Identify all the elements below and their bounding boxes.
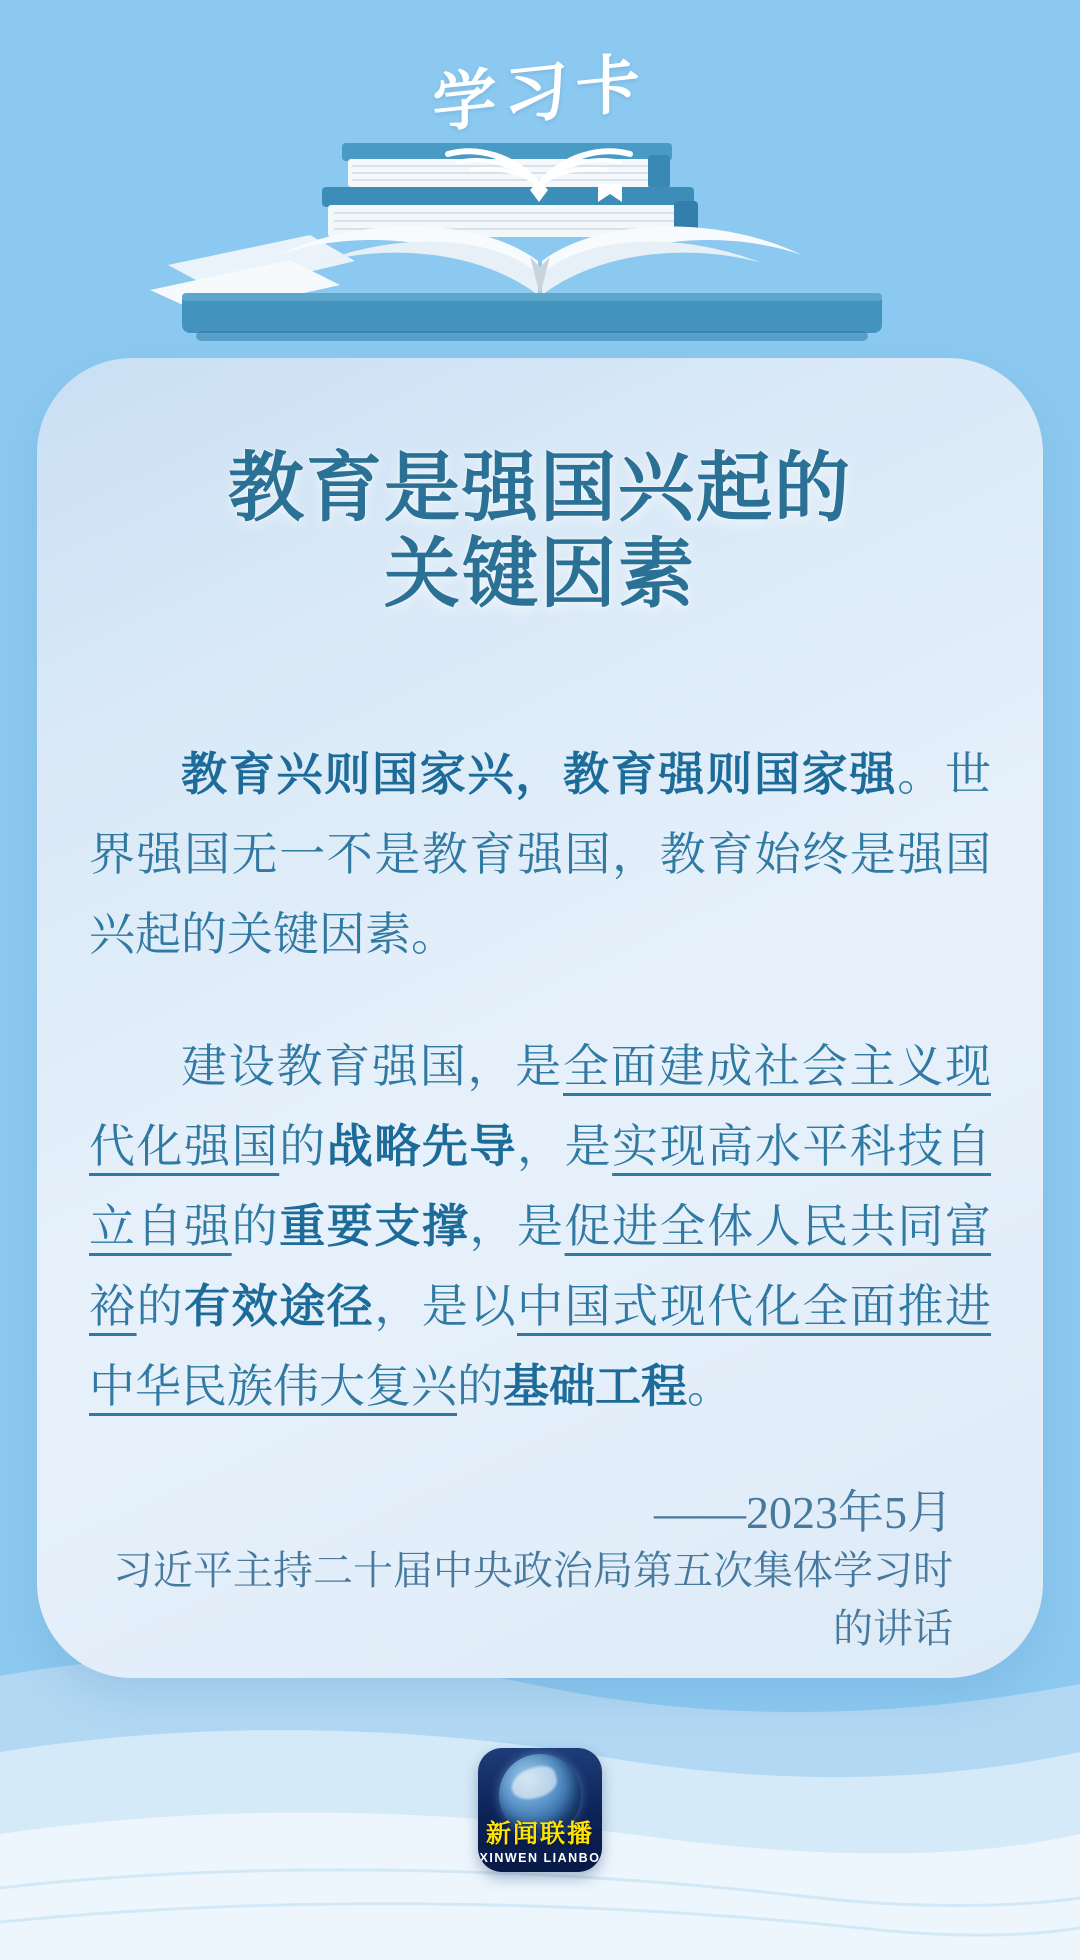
body-paragraph: 建设教育强国，是全面建成社会主义现代化强国的战略先导，是实现高水平科技自立自强的重要支撑，是促进全体人民共同富裕的有效途径，是以中国式现代化全面推进中华民族伟大复兴的基础工程。 [89, 1040, 992, 1412]
brand-header [0, 42, 1080, 206]
logo-name-cn: 新闻联播 [485, 1820, 594, 1848]
logo-name-en: XINWEN LIANBO [479, 1851, 601, 1865]
attribution-date: ——2023年5月 [654, 1487, 953, 1538]
xinwen-lianbo-logo [478, 1748, 602, 1872]
card-title-line2: 关键因素 [384, 532, 696, 617]
quote-card [37, 358, 1043, 1678]
brand-title: 学习卡 [432, 45, 648, 141]
attribution-source: 习近平主持二十届中央政治局第五次集体学习时的讲话 [113, 1548, 953, 1651]
card-body [89, 734, 991, 1426]
card-title [89, 446, 991, 618]
attribution [89, 1484, 991, 1658]
card-title-line1: 教育是强国兴起的 [228, 446, 852, 531]
body-paragraph: 教育兴则国家兴，教育强则国家强。世界强国无一不是教育强国，教育始终是强国兴起的关键因素。 [89, 748, 991, 960]
